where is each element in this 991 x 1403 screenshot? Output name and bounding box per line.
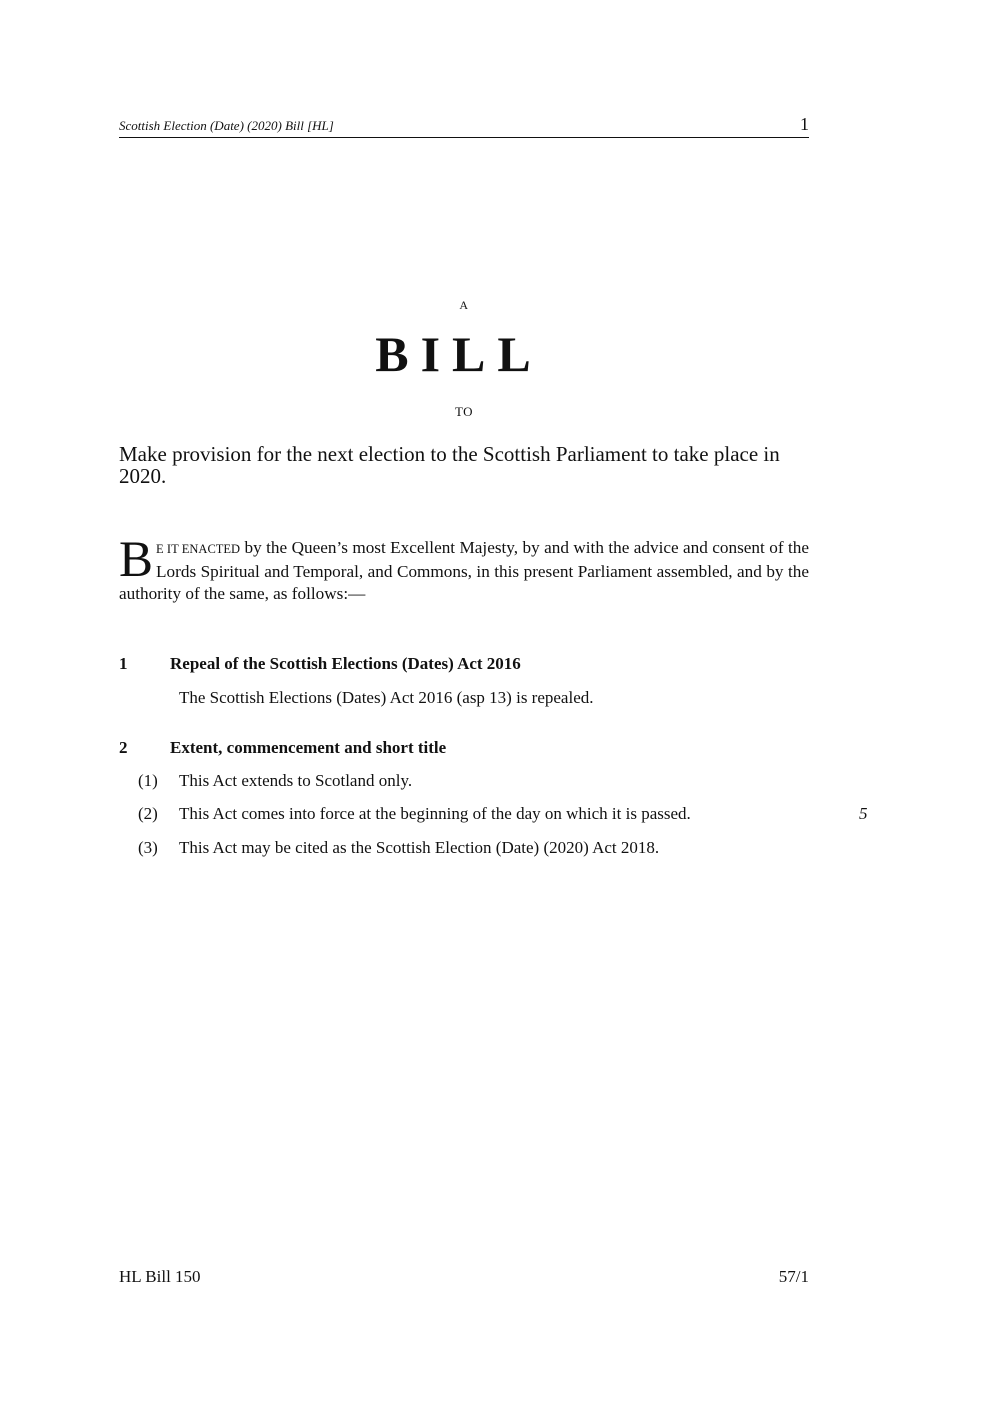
clause-heading: Extent, commencement and short title xyxy=(170,738,447,757)
clause-number: 1 xyxy=(119,654,128,673)
clause-heading: Repeal of the Scottish Elections (Dates) Act 2016 xyxy=(170,654,521,673)
title-a: A xyxy=(459,298,469,312)
enacting-formula xyxy=(119,532,809,606)
drop-cap: B xyxy=(119,532,154,588)
running-header xyxy=(119,116,809,138)
clause-number: 2 xyxy=(119,738,128,757)
subsection-text: This Act extends to Scotland only. xyxy=(179,771,413,790)
clause-text: The Scottish Elections (Dates) Act 2016 (asp 13) is repealed. xyxy=(179,688,594,707)
line-number: 5 xyxy=(859,804,868,823)
bill-title: BILL xyxy=(375,326,543,382)
enacting-smallcaps: E IT ENACTED xyxy=(156,542,241,556)
print-reference: 57/1 xyxy=(778,1267,809,1286)
subsection-text: This Act may be cited as the Scottish Election (Date) (2020) Act 2018. xyxy=(179,838,660,857)
bill-number: HL Bill 150 xyxy=(119,1267,201,1286)
subsection-number: (1) xyxy=(138,771,158,790)
subsection-number: (2) xyxy=(138,804,158,823)
subsection-number: (3) xyxy=(138,838,158,857)
title-to: TO xyxy=(454,404,474,419)
page-number: 1 xyxy=(800,114,809,134)
long-title: Make provision for the next election to the Scottish Parliament to take place in 2020. xyxy=(119,442,780,488)
enacting-text: by the Queen’s most Excellent Majesty, by and with the advice and consent of the Lords Spiritual and Temporal, and Commons, in this present Parliament assembled, and by the authority of the same, as follows:— xyxy=(119,538,809,603)
subsection-text: This Act comes into force at the beginning of the day on which it is passed. xyxy=(179,804,691,823)
running-title: Scottish Election (Date) (2020) Bill [HL] xyxy=(119,118,334,133)
